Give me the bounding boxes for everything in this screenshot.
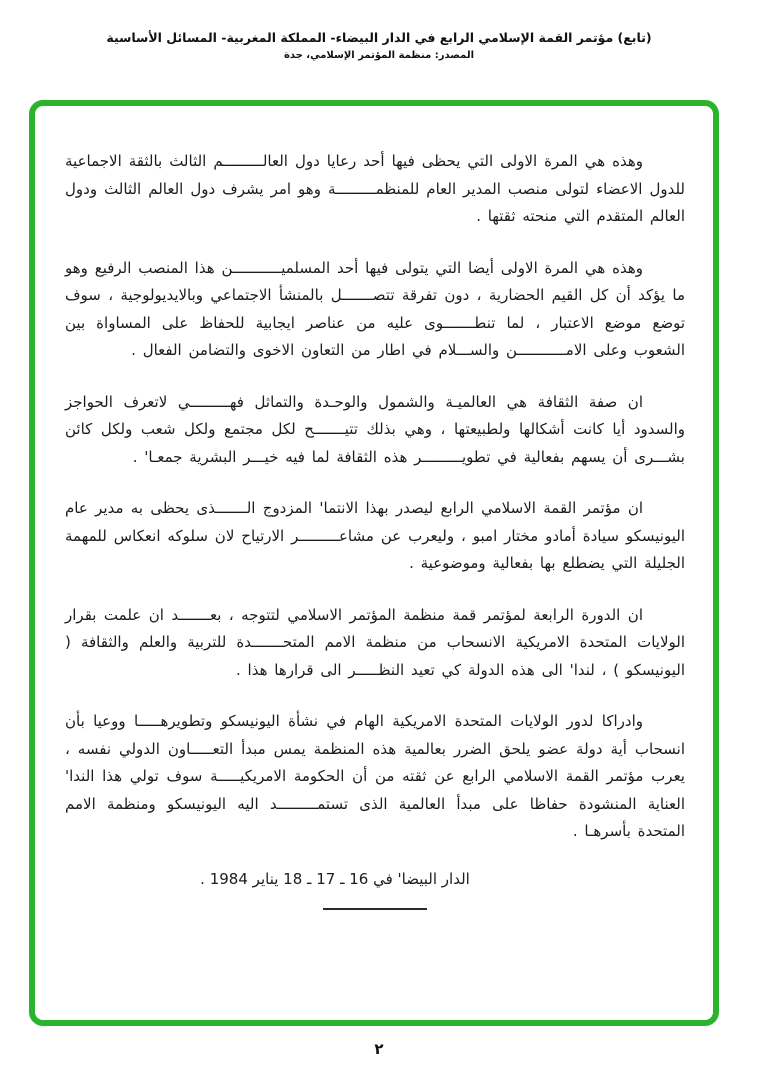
header-title: (تابع) مؤتمر القمة الإسلامي الرابع في الدار البيضاء- المملكة المغربية- المسائل الأساسية	[106, 30, 652, 45]
document-body	[35, 106, 713, 910]
paragraph: وهذه هي المرة الاولى التي يحظى فيها أحد رعايا دول العالـــــــــم الثالث بالثقة الاجماعية للدول الاعضاء لتولى منصب المدير العام للمنظمـــــــــة وهو امر يشرف دول العالم الثالث ودول العالم المتقدم التي منحته ثقتها .	[65, 152, 685, 225]
green-border-frame	[29, 100, 719, 1026]
date-line: الدار البيضا' في 16 ـ 17 ـ 18 يناير 1984 .	[200, 869, 470, 888]
page-header	[0, 0, 758, 61]
end-divider	[323, 908, 427, 910]
paragraph: ان مؤتمر القمة الاسلامي الرابع ليصدر بهذا الانتما' المزدوج الـــــــذى يحظى به مدير عام اليونيسكو سيادة أمادو مختار امبو ، وليعرب عن مشاعـــــــــر الارتياح لان سلوكه انعكاس للمهمة الجليلة التي يضطلع بها بفعالية وموضوعية .	[65, 499, 685, 572]
header-source: المصدر: منظمة المؤتمر الإسلامي، جدة	[283, 50, 475, 61]
paragraph: ان صفة الثقافة هي العالميـة والشمول والوحـدة والتماثل فهـــــــــي لاتعرف الحواجز والسدود أيا كانت أشكالها ولطبيعتها ، وهي بذلك تتيـــــــح لكل مجتمع ولكل شعب ولكل كائن بشـــرى أن يسهم بفعالية في تطويـــــــــر هذه الثقافة لما فيه خيـــر البشرية جمعـا' .	[65, 392, 685, 466]
page-number: ٢	[374, 1040, 384, 1058]
paragraph: وادراكا لدور الولايات المتحدة الامريكية الهام في نشأة اليونيسكو وتطويرهـــــا ووعيا بأن انسحاب أية دولة عضو يلحق الضرر بعالمية هذه المنظمة يمس مبدأ التعـــــاون الدولي نفسه ، يعرب مؤتمر القمة الاسلامي الرابع عن ثقته من أن الحكومة الامريكيـــــة سوف تولي هذا الندا' العناية المنشودة حفاظا على مبدأ العالمية الذى تستمـــــــــد اليه اليونيسكو ومنظمة الامم المتحدة بأسرهـا .	[65, 712, 685, 840]
paragraph: ان الدورة الرابعة لمؤتمر قمة منظمة المؤتمر الاسلامي لتتوجه ، بعـــــــد ان علمت بقرار الولايات المتحدة الامريكية الانسحاب من منظمة الامم المتحـــــــدة للتربية والعلم والثقافة ( اليونيسكو ) ، لندا' الى هذه الدولة كي تعيد النظـــــر الى قرارها هذا .	[65, 605, 685, 679]
paragraph: وهذه هي المرة الاولى أيضا التي يتولى فيها أحد المسلميـــــــــــن هذا المنصب الرفيع وهو ما يؤكد أن كل القيم الحضارية ، دون تفرقة تتصـــــــل بالمنشأ الاجتماعي وبالايديولوجية ، سوف توضع موضع الاعتبار ، لما تنطـــــــوى عليه من عناصر ايجابية للحفاظ على المساواة بين الشعوب وعلى الامـــــــــــن والســـلام في اطار من التعاون الاخوى والتضامن الفعال .	[65, 258, 685, 359]
